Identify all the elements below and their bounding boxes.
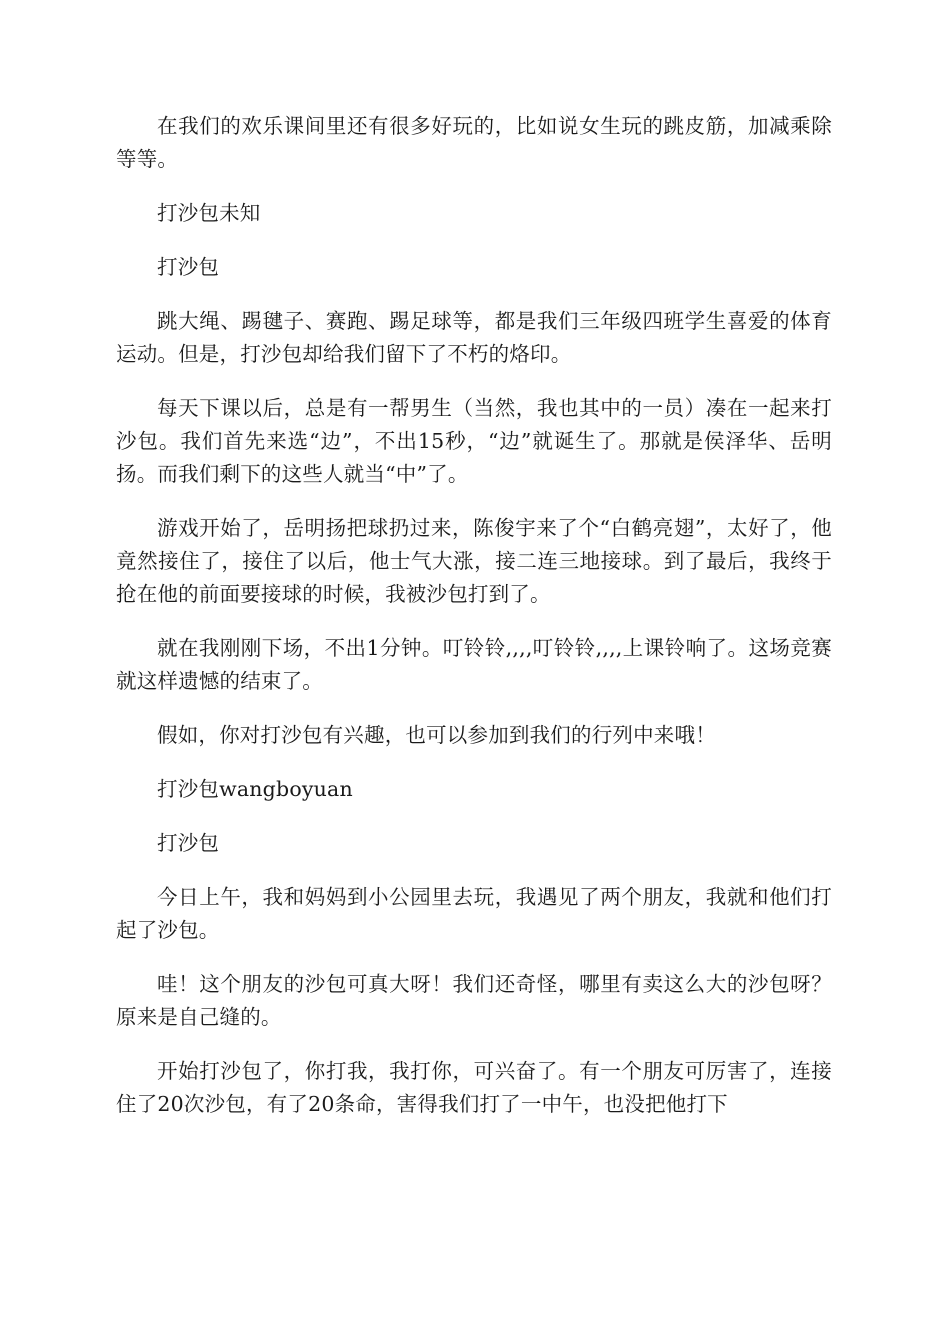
paragraph-intro: 在我们的欢乐课间里还有很多好玩的，比如说女生玩的跳皮筋，加减乘除等等。 [116, 114, 832, 171]
paragraph: 今日上午，我和妈妈到小公园里去玩，我遇见了两个朋友，我就和他们打起了沙包。 [116, 885, 832, 942]
paragraph: 假如，你对打沙包有兴趣，也可以参加到我们的行列中来哦！ [157, 723, 716, 747]
paragraph: 开始打沙包了，你打我，我打你，可兴奋了。有一个朋友可厉害了，连接住了20次沙包，有了20条命，害得我们打了一中午，也没把他打下 [116, 1059, 832, 1116]
article-subtitle-1: 打沙包 [157, 255, 220, 279]
document-page [116, 110, 832, 1142]
paragraph: 哇！这个朋友的沙包可真大呀！我们还奇怪，哪里有卖这么大的沙包呀？原来是自己缝的。 [116, 972, 832, 1029]
paragraph: 游戏开始了，岳明扬把球扔过来，陈俊宇来了个“白鹤亮翅”，太好了，他竟然接住了，接住了以后，他士气大涨，接二连三地接球。到了最后，我终于抢在他的前面要接球的时候，我被沙包打到了。 [116, 516, 832, 606]
article-title-1: 打沙包未知 [157, 201, 261, 225]
article-subtitle-2: 打沙包 [157, 831, 220, 855]
paragraph: 跳大绳、踢毽子、赛跑、踢足球等，都是我们三年级四班学生喜爱的体育运动。但是，打沙包却给我们留下了不朽的烙印。 [116, 309, 832, 366]
paragraph: 就在我刚刚下场，不出1分钟。叮铃铃,,,,叮铃铃,,,,上课铃响了。这场竞赛就这样遗憾的结束了。 [116, 636, 832, 693]
article-title-2: 打沙包wangboyuan [157, 777, 353, 801]
paragraph: 每天下课以后，总是有一帮男生（当然，我也其中的一员）凑在一起来打沙包。我们首先来选“边”，不出15秒，“边”就诞生了。那就是侯泽华、岳明扬。而我们剩下的这些人就当“中”了。 [116, 396, 832, 486]
